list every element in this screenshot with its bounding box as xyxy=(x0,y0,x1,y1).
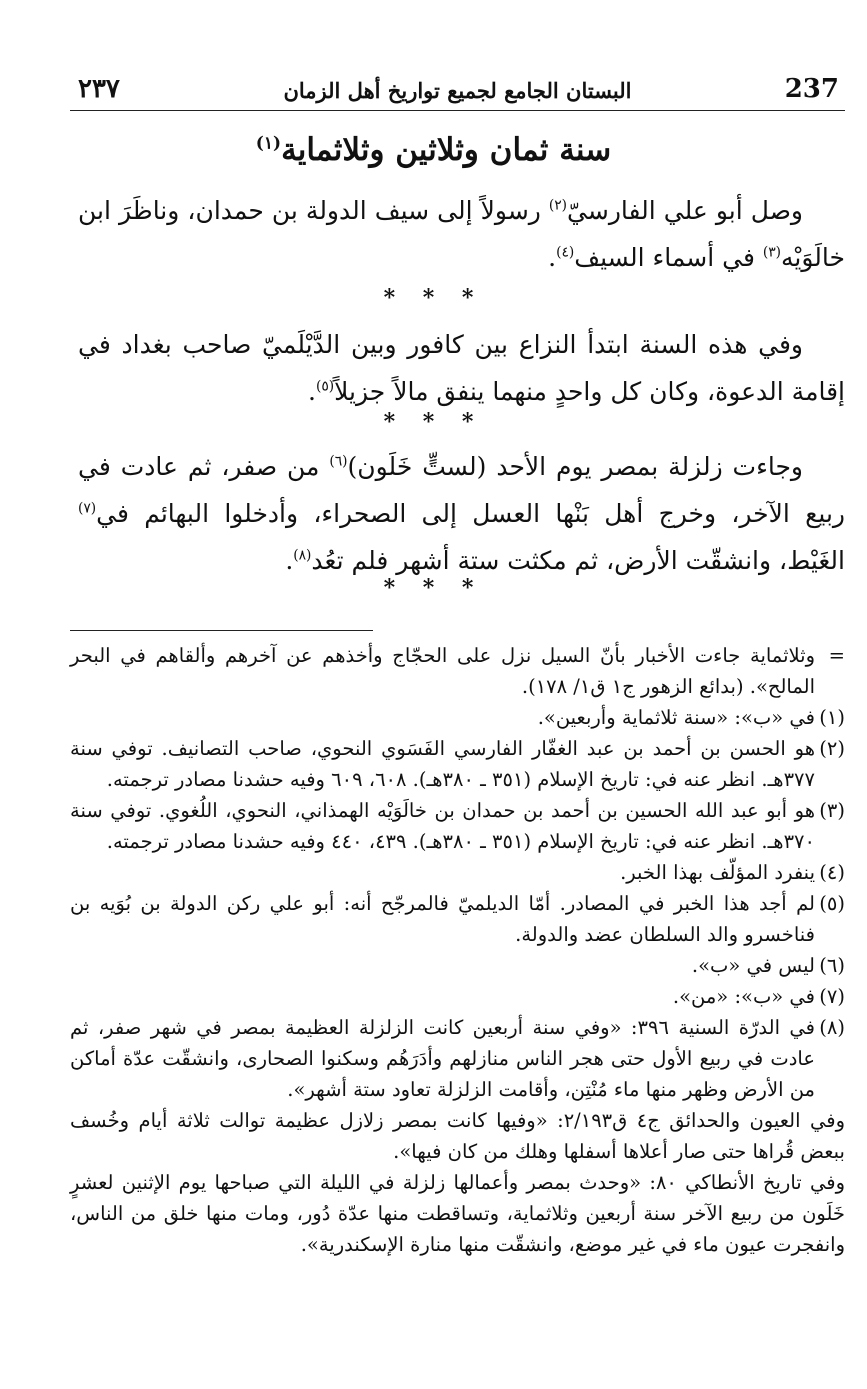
footnote-text: هو أبو عبد الله الحسين بن أحمد بن حمدان بن خالَوَيْه الهمذاني، النحوي، اللُغوي. توفي سنة ٣٧٠هـ. انظر عنه في: تاريخ الإسلام (٣٥١ ـ ٣٨٠هـ). ٤٣٩، ٤٤٠ وفيه حشدنا مصادر ترجمته. xyxy=(70,799,815,853)
paragraph-1-text-d: . xyxy=(548,243,557,272)
footnote-text: ليس في «ب». xyxy=(691,954,815,977)
paragraph-3-text-c: الغَيْط، وانشقّت الأرض، ثم مكثت ستة أشهر فلم تعُد xyxy=(311,546,845,575)
footnote-text: لم أجد هذا الخبر في المصادر. أمّا الديلميّ فالمرجّح أنه: أبو علي ركن الدولة بن بُوَيه بن فناخسرو والد السلطان عضد والدولة. xyxy=(70,892,815,946)
paragraph-3-text-b: من صفر، ثم عادت في ربيع الآخر، وخرج أهل بَنْها العسل إلى الصحراء، وأدخلوا البهائم في xyxy=(78,452,845,528)
footnote-marker: (٣) xyxy=(819,799,845,822)
footnote-marker: (٥) xyxy=(819,892,845,915)
footnote-ref-5: (٥) xyxy=(315,378,335,395)
page-header xyxy=(70,74,845,111)
paragraph-3-text-d: . xyxy=(285,546,294,575)
footnote-marker: (٧) xyxy=(819,985,845,1008)
footnote-ref-3: (٣) xyxy=(762,244,782,261)
footnote-6 xyxy=(70,950,845,981)
footnote-text: وثلاثماية جاءت الأخبار بأنّ السيل نزل على الحجّاج وأخذهم عن آخرهم وألقاهم في البحر المالح». (بدائع الزهور ج١ ق١/ ١٧٨). xyxy=(70,644,815,698)
page-number-arabic: ٢٣٧ xyxy=(78,74,120,104)
year-heading-text: سنة ثمان وثلاثين وثلاثماية xyxy=(281,132,612,168)
footnote-4 xyxy=(70,857,845,888)
paragraph-1-text-c: في أسماء السيف xyxy=(574,243,763,272)
footnote-ref-4: (٤) xyxy=(556,244,575,261)
paragraph-2-text-a: وفي هذه السنة ابتدأ النزاع بين كافور وبين الدَّيْلَميّ صاحب بغداد في إقامة الدعوة، وكان كل واحدٍ منهما ينفق مالاً جزيلاً xyxy=(78,330,845,406)
footnote-marker: (٤) xyxy=(819,861,845,884)
section-separator: * * * xyxy=(383,409,484,435)
paragraph-2-text-b: . xyxy=(308,377,316,406)
section-separator: * * * xyxy=(383,285,484,311)
footnote-continuation xyxy=(70,640,845,702)
footnote-7 xyxy=(70,981,845,1012)
running-title: البستان الجامع لجميع تواريخ أهل الزمان xyxy=(283,78,632,103)
footnote-text: في الدرّة السنية ٣٩٦: «وفي سنة أربعين كانت الزلزلة العظيمة بمصر في شهر صفر، ثم عادت في ربيع الأول حتى هجر الناس منازلهم وأدَرَهُم وسكنوا الصحارى، وانشقّت عدّة أماكن من الأرض وظهر منها ماء مُنْتِن، وأقامت الزلزلة تعاود ستة أشهر». xyxy=(70,1016,815,1101)
footnote-text: هو الحسن بن أحمد بن عبد الغفّار الفارسي الفَسَوي النحوي، صاحب التصانيف. توفي سنة ٣٧٧هـ. انظر عنه في: تاريخ الإسلام (٣٥١ ـ ٣٨٠هـ). ٦٠٨، ٦٠٩ وفيه حشدنا مصادر ترجمته. xyxy=(70,737,815,791)
footnote-text: ينفرد المؤلّف بهذا الخبر. xyxy=(620,861,815,884)
footnote-8-continuation-1: وفي العيون والحدائق ج٤ ق٢/١٩٣: «وفيها كانت بمصر زلازل عظيمة توالت ثلاثة أيام وخُسف ببعض قُراها حتى صار أعلاها أسفلها وهلك من كان فيها». xyxy=(70,1109,845,1163)
footnote-8 xyxy=(70,1012,845,1105)
footnote-marker: = xyxy=(828,644,845,667)
paragraph-3 xyxy=(78,443,845,584)
paragraph-3-text-a: وجاءت زلزلة بمصر يوم الأحد (لستٍّ خَلَون) xyxy=(347,452,803,481)
paragraph-1-text-a: وصل أبو علي الفارسيّ xyxy=(567,196,803,225)
footnote-marker: (٢) xyxy=(819,737,845,760)
footnotes xyxy=(70,640,845,1260)
footnote-ref-8: (٨) xyxy=(293,547,312,564)
footnote-1 xyxy=(70,702,845,733)
footnote-marker: (١) xyxy=(819,706,845,729)
paragraph-1-text-b: رسولاً إلى سيف الدولة بن حمدان، وناظَرَ ابن خالَوَيْه xyxy=(78,196,845,272)
footnote-text: في «ب»: «من». xyxy=(672,985,815,1008)
footnote-ref-1: (١) xyxy=(255,133,282,154)
footnote-5 xyxy=(70,888,845,950)
footnote-divider xyxy=(70,630,373,631)
footnote-text: في «ب»: «سنة ثلاثماية وأربعين». xyxy=(537,706,815,729)
paragraph-2 xyxy=(78,321,845,415)
footnote-marker: (٨) xyxy=(819,1016,845,1039)
footnote-8-continuation-2: وفي تاريخ الأنطاكي ٨٠: «وحدث بمصر وأعمالها زلزلة في الليلة التي صباحها يوم الإثنين لعشرٍ خَلَون من ربيع الآخر سنة أربعين وثلاثماية، وتساقطت منها عدّة دُور، ومات منها خلق من الناس، وانفجرت عيون ماء في غير موضع، وانشقّت منها منارة الإسكندرية». xyxy=(70,1171,845,1256)
footnote-ref-7: (٧) xyxy=(78,500,97,517)
footnote-3 xyxy=(70,795,845,857)
footnote-ref-2: (٢) xyxy=(548,197,568,214)
page-number-latin: 237 xyxy=(784,74,839,104)
footnote-2 xyxy=(70,733,845,795)
footnote-ref-6: (٦) xyxy=(329,453,348,470)
footnote-marker: (٦) xyxy=(819,954,845,977)
paragraph-1 xyxy=(78,187,845,281)
section-separator: * * * xyxy=(383,575,484,601)
year-heading xyxy=(0,132,867,168)
